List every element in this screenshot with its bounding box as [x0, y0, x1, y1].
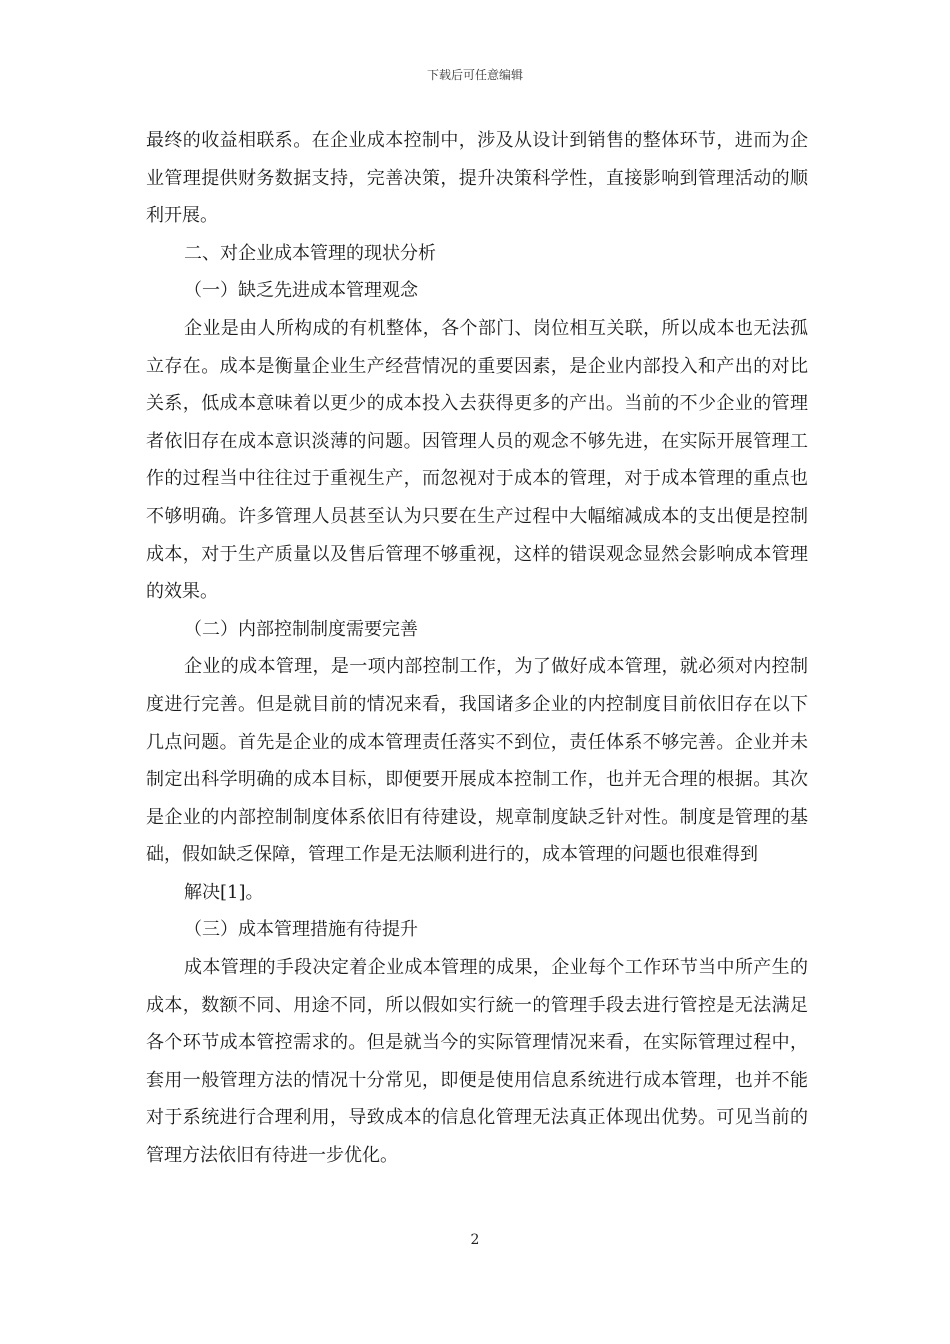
body-paragraph: 企业是由人所构成的有机整体，各个部门、岗位相互关联，所以成本也无法孤立存在。成本是衡量企业生产经营情况的重要因素，是企业内部投入和产出的对比关系，低成本意味着以更少的成本投入去获得更多的产出。当前的不少企业的管理者依旧存在成本意识淡薄的问题。因管理人员的观念不够先进，在实际开展管理工作的过程当中往往过于重视生产，而忽视对于成本的管理，对于成本管理的重点也不够明确。许多管理人员甚至认为只要在生产过程中大幅缩减成本的支出便是控制成本，对于生产质量以及售后管理不够重视，这样的错误观念显然会影响成本管理的效果。 — [146, 317, 808, 603]
body-paragraph: 企业的成本管理，是一项内部控制工作，为了做好成本管理，就必须对内控制度进行完善。但是就目前的情况来看，我国诸多企业的内控制度目前依旧存在以下几点问题。首先是企业的成本管理责任落实不到位，责任体系不够完善。企业并未制定出科学明确的成本目标，即便要开展成本控制工作，也并无合理的根据。其次是企业的内部控制制度体系依旧有待建设，规章制度缺乏针对性。制度是管理的基础，假如缺乏保障，管理工作是无法顺利进行的，成本管理的问题也很难得到 — [146, 656, 808, 866]
body-paragraph: 解决[1]。 — [184, 881, 264, 903]
subsection-heading: （一）缺乏先进成本管理观念 — [184, 280, 418, 302]
subsection-heading: （三）成本管理措施有待提升 — [184, 919, 418, 941]
document-body — [146, 122, 808, 1175]
body-paragraph: 成本管理的手段决定着企业成本管理的成果，企业每个工作环节当中所产生的成本，数额不同、用途不同，所以假如实行統一的管理手段去进行管控是无法满足各个环节成本管控需求的。但是就当今的实际管理情况来看，在实际管理过程中，套用一般管理方法的情况十分常见，即便是使用信息系统进行成本管理，也并不能对于系统进行合理利用，导致成本的信息化管理无法真正体现出优势。可见当前的管理方法依旧有待进一步优化。 — [146, 957, 808, 1167]
header-note: 下载后可任意编辑 — [426, 68, 523, 82]
page-number: 2 — [470, 1232, 480, 1248]
section-heading: 二、对企业成本管理的现状分析 — [184, 242, 436, 264]
subsection-heading: （二）内部控制制度需要完善 — [184, 618, 418, 640]
paragraph-continuation: 最终的收益相联系。在企业成本控制中，涉及从设计到销售的整体环节，进而为企业管理提供财务数据支持，完善决策，提升决策科学性，直接影响到管理活动的顺利开展。 — [146, 130, 808, 227]
